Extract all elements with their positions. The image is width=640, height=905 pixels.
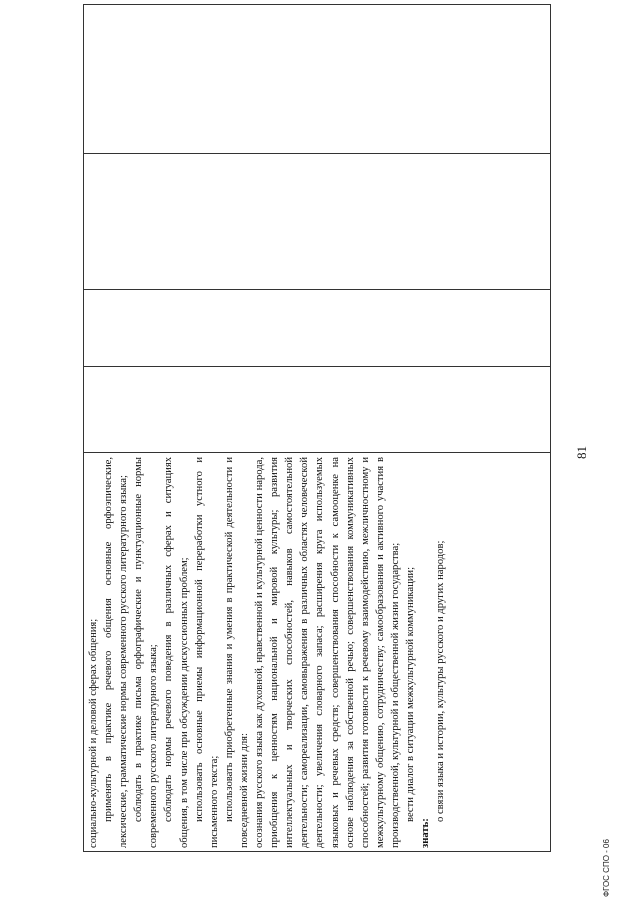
text-line: социально-культурной и деловой сферах общения; xyxy=(88,618,99,848)
text-line: соблюдать в практике письма орфографические и пунктуационные нормы современного русского литературного языка; xyxy=(133,457,160,848)
text-line: применять в практике речевого общения основные орфоэпические, лексические, грамматические нормы современного русского литературного языка; xyxy=(103,457,130,848)
column-divider xyxy=(84,153,550,154)
text-line: соблюдать нормы речевого поведения в различных сферах и ситуациях общения, в том числе при обсуждении дискуссионных проблем; xyxy=(163,457,190,848)
page-number: 81 xyxy=(574,446,589,459)
text-line: вести диалог в ситуации межкультурной коммуникации; xyxy=(404,566,416,822)
requirements-cell xyxy=(84,453,550,851)
standards-table xyxy=(83,4,551,852)
section-heading: знать: xyxy=(420,818,432,848)
column-divider xyxy=(84,366,550,367)
footer-code: ФГОС СПО - 06 xyxy=(602,839,611,897)
text-line: о связи языка и истории, культуры русского и других народов; xyxy=(435,540,447,822)
text-line: использовать приобретенные знания и умения в практической деятельности и повседневной жизни для: xyxy=(223,457,250,848)
text-line: использовать основные приемы информационной переработки устного и письменного текста; xyxy=(193,457,220,848)
text-line: осознания русского языка как духовной, нравственной и культурной ценности народа, приобщения к ценностям национальной и мировой культуры; развития интеллектуальных и творческих способностей, навыков самостоятельной деятельности; самореализации, самовыражения в различных областях человеческой деятельности; увеличения словарного запаса; расширения круга используемых языковых и речевых средств; совершенствования способности к самооценке на основе наблюдения за собственной речью; совершенствования коммуникативных способностей; развития готовности к речевому взаимодействию, межличностному и межкультурному общению, сотрудничеству; самообразования и активного участия в производственной, культурной и общественной жизни государства; xyxy=(254,457,401,848)
column-divider xyxy=(84,289,550,290)
